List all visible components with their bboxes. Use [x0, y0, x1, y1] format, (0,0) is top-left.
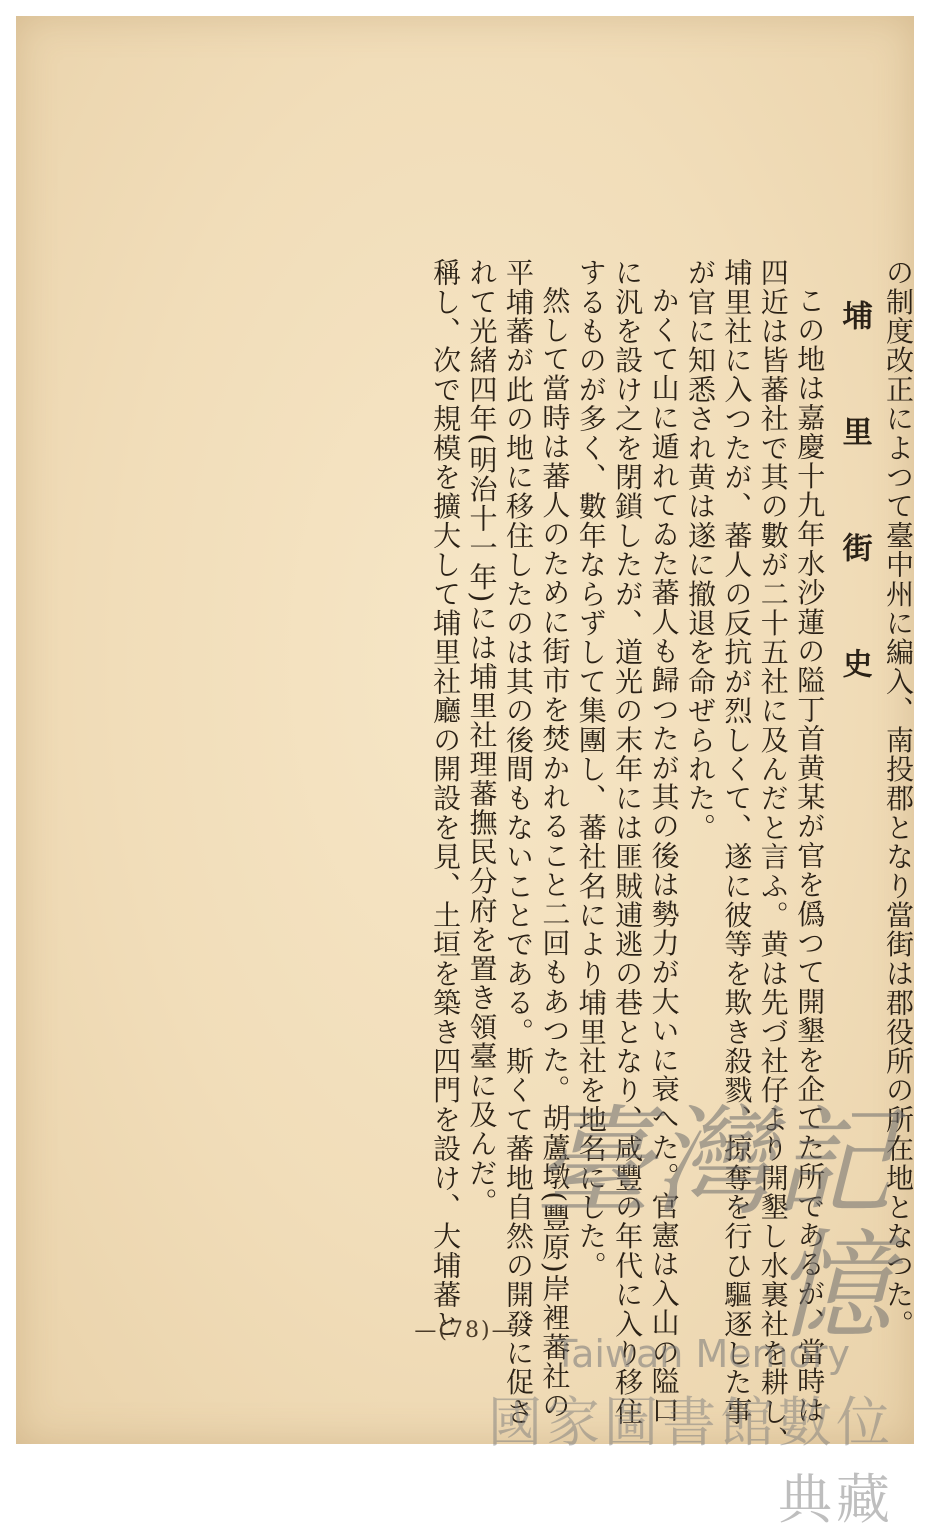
text-column-10: 平埔蕃が此の地に移住したのは其の後間もないことである。斯くて蕃地自然の開發に促さ	[501, 258, 535, 1426]
text-column-7: に汎を設け之を閉鎖したが、道光の末年には匪賊逋逃の巷となり、咸豐の年代に入り移住	[611, 258, 645, 1426]
text-column-9: 然して當時は蕃人のために街市を焚かれること二回もあつた。胡蘆墩(豐原)岸裡蕃社の	[538, 286, 572, 1420]
text-column-6: かくて山に遁れてゐた蕃人も歸つたが其の後は勢力が大いに衰へた。官憲は入山の隘口	[647, 286, 681, 1425]
text-column-11: れて光緒四年(明治十一年)には埔里社理蕃撫民分府を置き領臺に及んだ。	[465, 258, 499, 1217]
watermark-organization: 國家圖書館數位典藏	[488, 1391, 894, 1531]
text-column-2: この地は嘉慶十九年水沙蓮の隘丁首黄某が官を僞つて開墾を企てた所であるが、當時は	[793, 286, 827, 1425]
page-number: —(78)—	[414, 1318, 516, 1343]
book-page	[16, 16, 915, 1456]
text-column-1: の制度改正によつて臺中州に編入、南投郡となり當街は郡役所の所在地となつた。	[882, 258, 915, 1339]
section-heading: 埔 里 街 史	[836, 300, 872, 706]
text-column-5: が官に知悉され黄は遂に撤退を命ぜられた。	[683, 258, 717, 842]
text-column-8: するものが多く、數年ならずして集團し、蕃社名により埔里社を地名にした。	[574, 258, 608, 1280]
text-column-12: 稱し、次で規模を擴大して埔里社廳の開設を見、土垣を築き四門を設け、大埔蕃と	[429, 258, 463, 1339]
watermark-english: Taiwan Memory	[554, 1332, 850, 1376]
text-column-4: 埔里社に入つたが、蕃人の反抗が烈しくて、遂に彼等を欺き殺戮、掠奪を行ひ驅逐した事	[720, 258, 754, 1426]
watermark-logo-text: 臺灣記憶	[533, 1093, 894, 1355]
text-column-3: 四近は皆蕃社で其の數が二十五社に及んだと言ふ。黄は先づ社仔より開墾し水裏社を耕し、	[756, 258, 790, 1456]
